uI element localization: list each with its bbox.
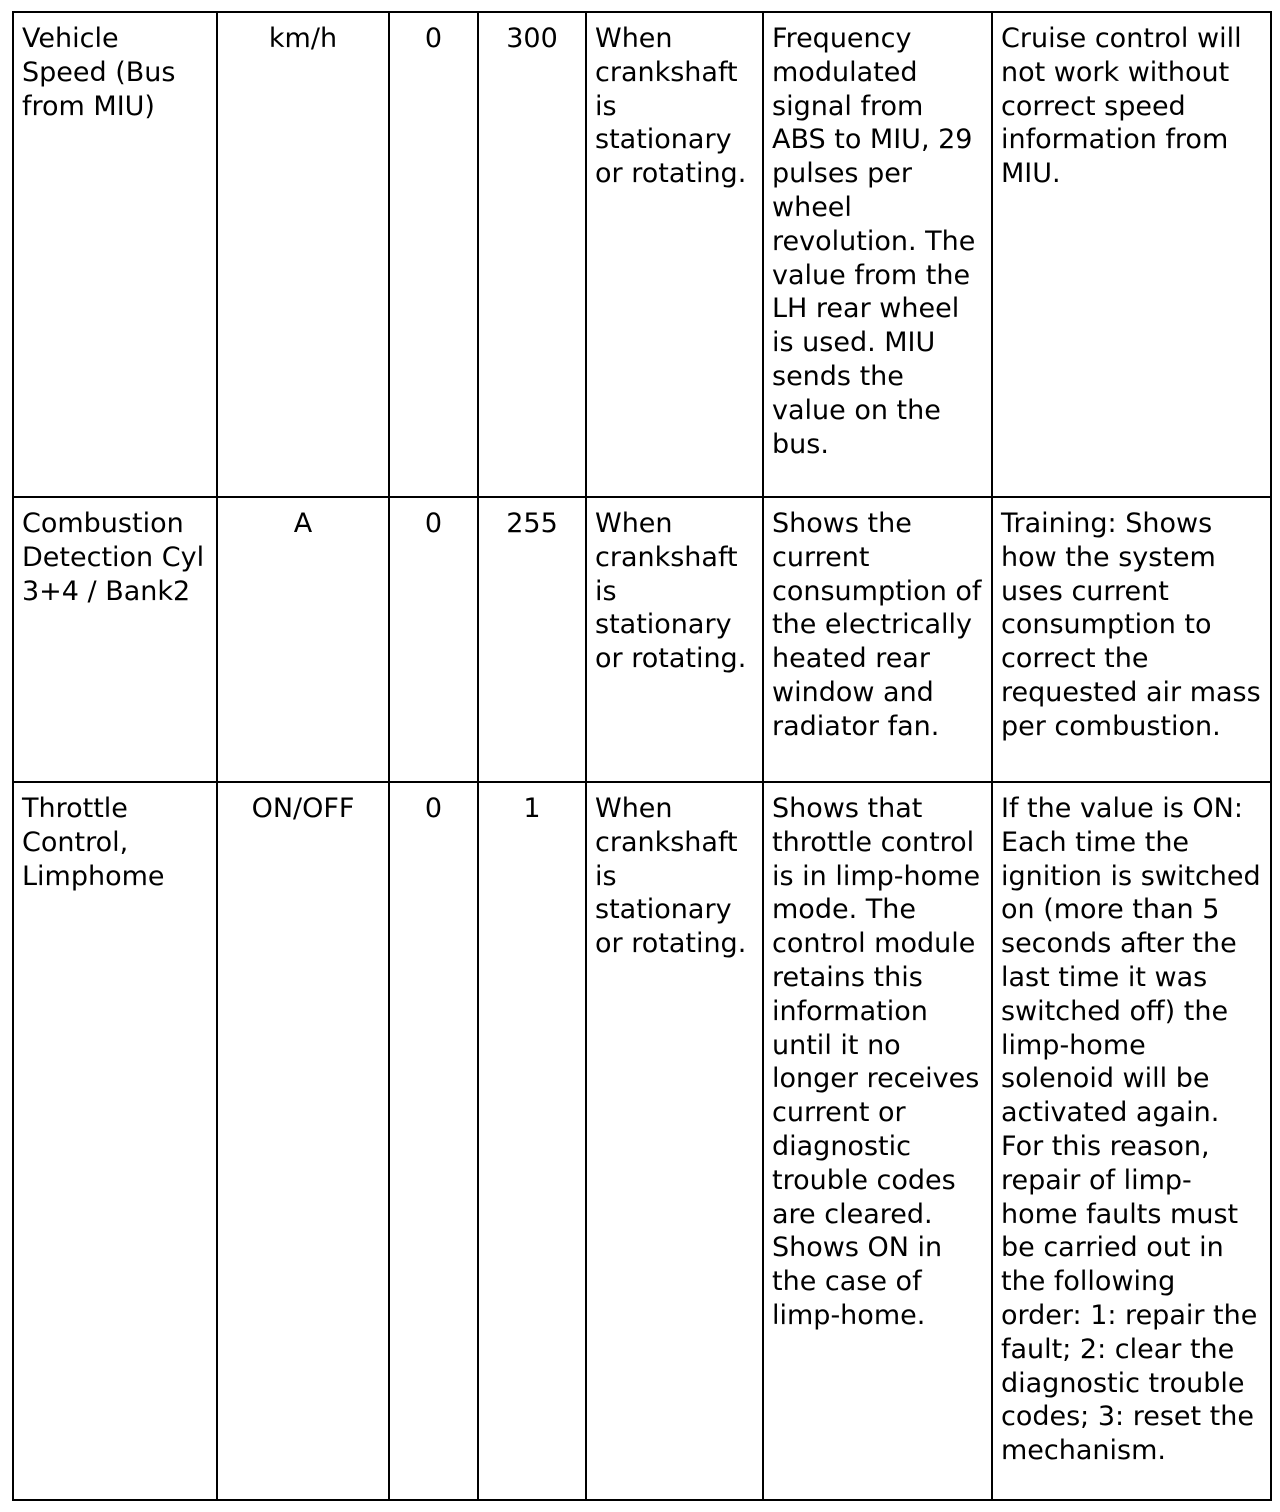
description-cell: Frequency modulated signal from ABS to MIU, 29 pulses per wheel revolution. The value from the LH rear wheel is used. MIU sends the value on the bus. (763, 12, 992, 497)
parameter-name-cell: Throttle Control, Limphome (13, 782, 217, 1500)
unit-cell: A (217, 497, 389, 782)
parameter-name-cell: Combustion Detection Cyl 3+4 / Bank2 (13, 497, 217, 782)
notes-cell: If the value is ON: Each time the ignition is switched on (more than 5 seconds after the last time it was switched off) the limp-home solenoid will be activated again. For this reason, repair of limp-home faults must be carried out in the following order: 1: repair the fault; 2: clear the diagnostic trouble codes; 3: reset the mechanism. (992, 782, 1271, 1500)
max-value-cell: 1 (478, 782, 586, 1500)
condition-cell: When crankshaft is stationary or rotating. (586, 782, 763, 1500)
notes-cell: Training: Shows how the system uses current consumption to correct the requested air mass per combustion. (992, 497, 1271, 782)
min-value-cell: 0 (389, 12, 478, 497)
parameter-name-cell: Vehicle Speed (Bus from MIU) (13, 12, 217, 497)
description-cell: Shows that throttle control is in limp-home mode. The control module retains this information until it no longer receives current or diagnostic trouble codes are cleared. Shows ON in the case of limp-home. (763, 782, 992, 1500)
max-value-cell: 300 (478, 12, 586, 497)
table-row (13, 782, 1271, 1500)
max-value-cell: 255 (478, 497, 586, 782)
condition-cell: When crankshaft is stationary or rotating. (586, 497, 763, 782)
unit-cell: km/h (217, 12, 389, 497)
parameter-table (12, 11, 1272, 1501)
table-row (13, 12, 1271, 497)
condition-cell: When crankshaft is stationary or rotating. (586, 12, 763, 497)
table-row (13, 497, 1271, 782)
min-value-cell: 0 (389, 782, 478, 1500)
min-value-cell: 0 (389, 497, 478, 782)
description-cell: Shows the current consumption of the electrically heated rear window and radiator fan. (763, 497, 992, 782)
unit-cell: ON/OFF (217, 782, 389, 1500)
notes-cell: Cruise control will not work without correct speed information from MIU. (992, 12, 1271, 497)
